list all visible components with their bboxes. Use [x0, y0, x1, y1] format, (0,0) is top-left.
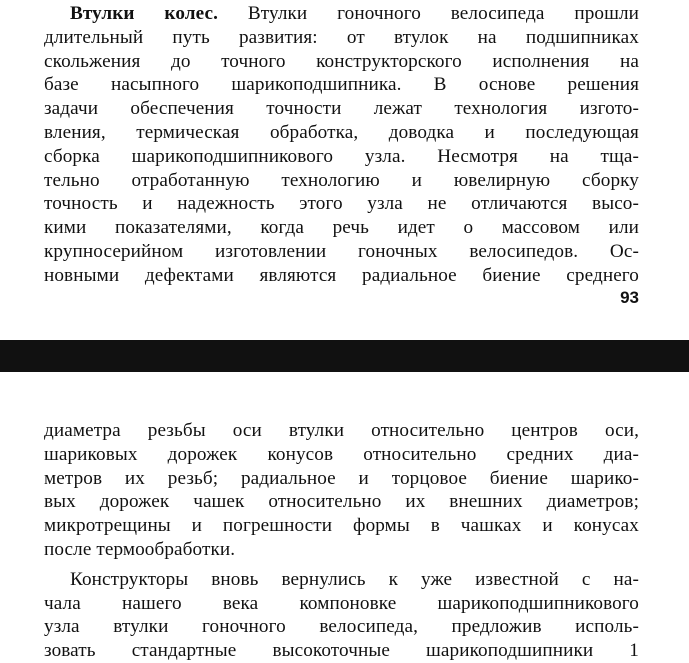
text-line: микротрещины и погрешности формы в чашках и конусах	[44, 515, 639, 537]
page-separator-bar	[0, 340, 689, 372]
text-line: вых дорожек чашек относительно их внешних диаметров;	[44, 491, 639, 513]
text-line: чала нашего века компоновке шарикоподшипникового	[44, 592, 639, 614]
text-line: диаметра резьбы оси втулки относительно центров оси,	[44, 420, 639, 441]
text-line: точность и надежность этого узла не отличаются высо-	[44, 193, 639, 215]
text-line: шариковых дорожек конусов относительно средних диа-	[44, 443, 639, 465]
text-line: скольжения до точного конструкторского исполнения на	[44, 50, 639, 72]
text-line: зовать стандартные высокоточные шарикоподшипники 1	[44, 640, 639, 662]
bottom-page	[0, 372, 689, 662]
text-line: задачи обеспечения точности лежат технология изгото-	[44, 98, 639, 120]
text-line: после термообработки.	[44, 538, 236, 560]
text-line: длительный путь развития: от втулок на подшипниках	[44, 26, 639, 48]
text-line: кими показателями, когда речь идет о массовом или	[44, 217, 639, 239]
text-line: сборка шарикоподшипникового узла. Несмотря на тща-	[44, 145, 639, 167]
text-line: Конструкторы вновь вернулись к уже известной с на-	[70, 568, 639, 590]
bottom-page-text	[44, 419, 639, 663]
text-line: вления, термическая обработка, доводка и последующая	[44, 121, 639, 143]
text-line: базе насыпного шарикоподшипника. В основе решения	[44, 74, 639, 96]
text-line: метров их резьб; радиальное и торцовое биение шарико-	[44, 467, 639, 489]
text-line: новными дефектами являются радиальное биение среднего	[44, 264, 639, 286]
page-number: 93	[620, 288, 639, 307]
text-line: тельно отработанную технологию и ювелирную сборку	[44, 169, 639, 191]
text-line: крупносерийном изготовлении гоночных велосипедов. Ос-	[44, 240, 639, 262]
text-line-content: Втулки гоночного велосипеда прошли	[247, 3, 640, 24]
top-page-text	[44, 2, 639, 288]
text-line	[44, 2, 639, 26]
section-heading: Втулки колес.	[70, 3, 218, 24]
text-line: узла втулки гоночного велосипеда, предложив исполь-	[44, 616, 639, 638]
